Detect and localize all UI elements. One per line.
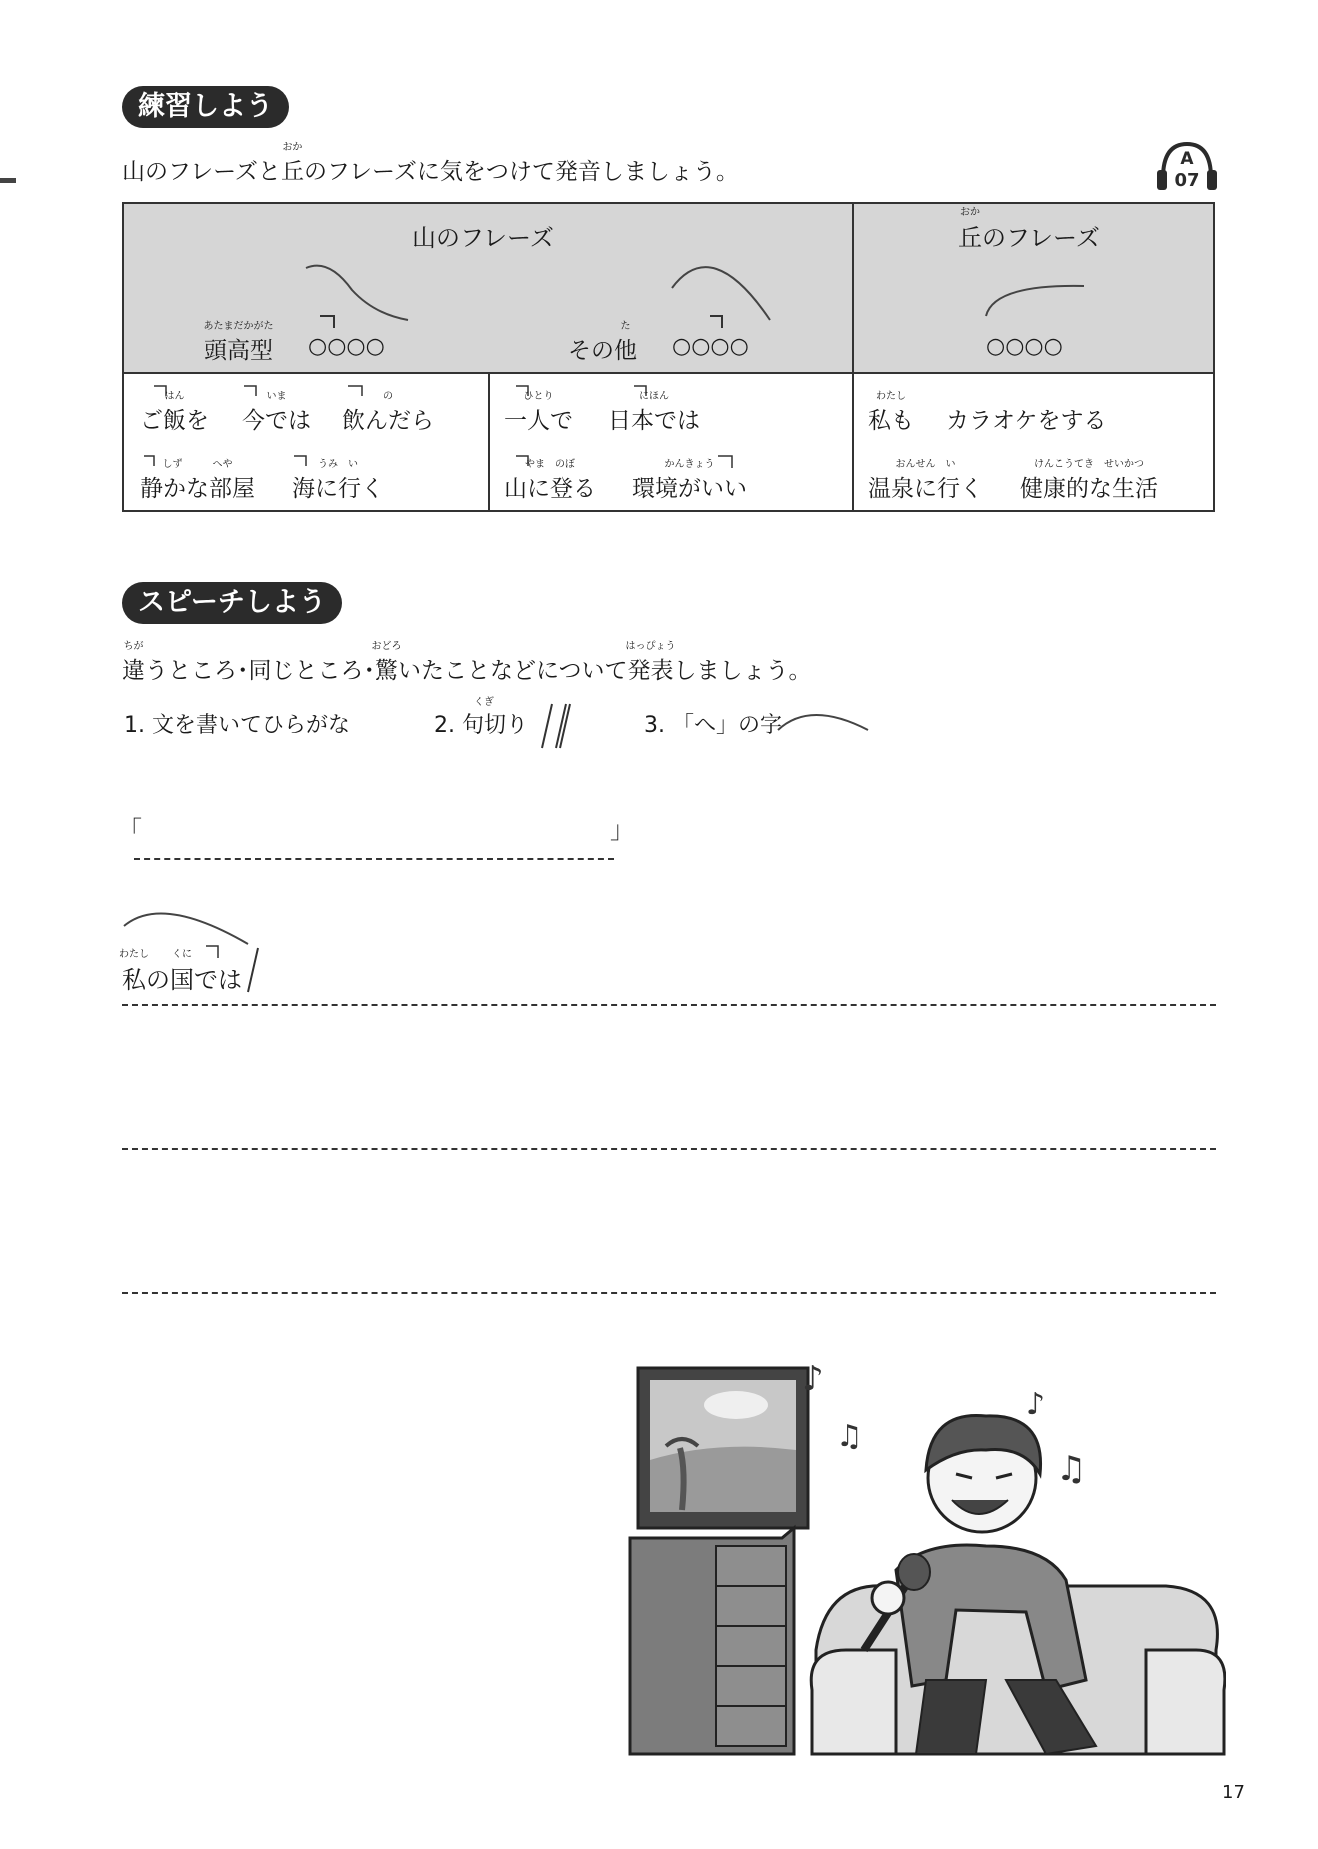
ruby-base: 丘 [958,224,982,252]
step-ruby-word [461,697,506,739]
segment-text: しましょう。 [673,658,812,684]
ruby-reading: しず へや [162,459,233,470]
ruby-reading: くぎ [473,697,494,708]
phrase-text: 静かな部屋 [140,476,255,502]
ruby-reading: わたし [119,949,149,960]
ruby-reading: おんせん い [895,459,956,470]
ruby-reading: やま のぼ [525,459,575,470]
pause-slash-icon [538,700,574,752]
step-text: り [506,713,529,738]
answer-line[interactable] [122,1004,1216,1006]
step-2 [434,697,529,739]
audio-track-icon[interactable] [1155,140,1219,192]
ruby-reading: わたし [876,391,906,402]
phrase-text: 環境がいい [632,476,747,502]
label-ruby-word [614,321,637,365]
page-number: 17 [1222,1782,1245,1803]
margin-tab-marker [0,178,16,183]
ruby-reading: あたまだかがた [203,321,274,332]
ruby-reading: けんこうてき せいかつ [1034,459,1144,470]
ruby-base: 頭高型 [204,338,273,364]
answer-line[interactable] [122,1292,1216,1294]
phrase-text: 飲んだら [342,408,434,434]
label-ruby-word [203,321,274,365]
mora-circles: ○○○○ [672,334,749,359]
karaoke-illustration [626,1350,1226,1760]
instruction-segment [371,641,402,685]
bracket-open: 「 [118,816,142,844]
svg-text:♪: ♪ [1026,1387,1046,1422]
svg-text:♫: ♫ [836,1419,863,1454]
phrase-text: 健康的な生活 [1020,476,1158,502]
he-shape-curve-icon [774,706,874,736]
mora-circles: ○○○○ [308,334,385,359]
other-type-label [568,321,637,365]
ruby-reading: はっぴょう [625,641,676,652]
ruby-base: 句切 [461,713,506,738]
bracket-close: 」 [610,816,634,844]
ruby-reading: かんきょう [664,459,715,470]
phrase-text: 一人で [504,408,573,434]
phrase-text: 山に登る [504,476,596,502]
answer-line-short[interactable] [134,858,614,860]
mora-circles: ○○○○ [986,334,1063,359]
practice-instruction [122,142,739,186]
phrase-text: ご飯を [140,408,209,434]
ruby-reading: おか [282,142,303,153]
segment-text: 驚 [375,658,398,684]
example-text: では [194,966,242,994]
atamadaka-label [203,321,274,365]
ruby-base: 国 [170,966,194,994]
step-1: 1. 文を書いてひらがな [124,713,350,738]
example-ruby-word [119,949,149,995]
ruby-reading: ちが [123,641,144,652]
ruby-reading: おどろ [371,641,402,652]
phrase-text: 私も [868,408,914,434]
ruby-reading: くに [172,949,192,960]
practice-title: 練習しよう [122,86,289,128]
segment-text: うところ･同じところ･ [145,658,375,684]
step-3: 3. 「へ」の字 [644,713,782,738]
ruby-reading: た [620,321,631,332]
ruby-reading: おか [960,207,980,218]
instruction-segment [625,641,676,685]
phrase-table [122,202,1215,512]
ruby-reading: いま [266,391,287,402]
speech-title: スピーチしよう [122,582,342,624]
accent-marks [124,372,1213,512]
ruby-reading: の [383,391,393,402]
ruby-reading: にほん [639,391,669,402]
phrase-text: 日本では [608,408,700,434]
ruby-base: 丘 [280,159,304,185]
instruction-ruby-word [280,142,304,186]
ruby-base: 他 [614,338,637,364]
ruby-reading: はん [164,391,185,402]
segment-text: 発表 [627,658,674,684]
ruby-base: 私 [122,966,146,994]
phrase-text: 今では [242,408,311,434]
ruby-reading: ひとり [523,391,554,402]
step-text: 2. [434,713,462,738]
phrase-text: 温泉に行く [868,476,983,502]
instruction-segment [122,641,145,685]
header-text: のフレーズ [982,224,1100,252]
mountain-phrase-header: 山のフレーズ [412,224,554,252]
example-text: の [146,966,170,994]
segment-text: 違 [122,658,145,684]
segment-text: いたことなどについて [398,658,628,684]
speech-instruction [122,641,812,685]
answer-line[interactable] [122,1148,1216,1150]
audio-number: 07 [1174,170,1200,191]
accent-and-pause-marks [186,940,266,1000]
svg-text:♫: ♫ [1056,1449,1087,1489]
label-text: その [568,338,614,364]
instruction-text-post: のフレーズに気をつけて発音しましょう。 [303,159,739,185]
audio-letter: A [1180,149,1194,169]
ruby-reading: うみ い [318,459,358,470]
phrase-text: カラオケをする [946,408,1107,434]
instruction-text-pre: 山のフレーズと [122,159,281,185]
phrase-text: 海に行く [292,476,384,502]
svg-text:♪: ♪ [802,1359,824,1399]
